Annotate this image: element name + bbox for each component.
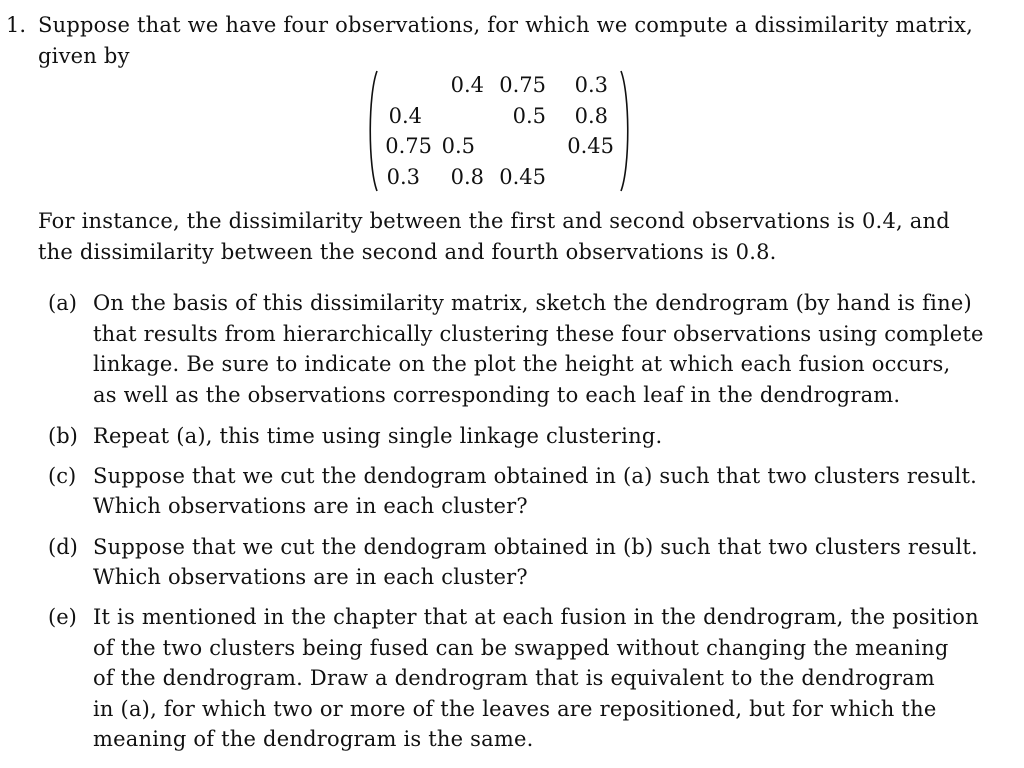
part-e-label: (e) xyxy=(48,605,77,629)
intro-text-1: Suppose that we have four observations, for which we compute a dissimilarity matrix, xyxy=(38,13,974,37)
matrix-cell-r2c3: 0.5 xyxy=(512,104,546,128)
part-e-line-2: of the two clusters being fused can be swapped without changing the meaning xyxy=(93,636,949,660)
matrix-cell-r3c1: 0.75 xyxy=(385,134,432,158)
matrix-left-paren xyxy=(366,70,378,192)
matrix-cell-r4c2: 0.8 xyxy=(450,165,484,189)
dissimilarity-matrix xyxy=(366,70,632,192)
part-b-line-1: Repeat (a), this time using single linkage clustering. xyxy=(93,424,663,448)
part-b-label: (b) xyxy=(48,424,78,448)
intro-line-1 xyxy=(38,10,974,40)
part-e-line-3: of the dendrogram. Draw a dendrogram that is equivalent to the dendrogram xyxy=(93,666,935,690)
matrix-cell-r4c1: 0.3 xyxy=(386,165,420,189)
matrix-cell-r1c4: 0.3 xyxy=(574,73,608,97)
part-d-label: (d) xyxy=(48,535,78,559)
matrix-cell-r1c3: 0.75 xyxy=(499,73,546,97)
matrix-cell-r1c2: 0.4 xyxy=(450,73,484,97)
question-number: 1. xyxy=(6,13,27,37)
part-e-line-5: meaning of the dendrogram is the same. xyxy=(93,727,534,751)
intro-line-2: given by xyxy=(38,44,130,68)
matrix-cell-r3c2: 0.5 xyxy=(441,134,475,158)
part-e-line-4: in (a), for which two or more of the leaves are repositioned, but for which the xyxy=(93,697,937,721)
matrix-cell-r2c4: 0.8 xyxy=(574,104,608,128)
part-a-line-3: linkage. Be sure to indicate on the plot the height at which each fusion occurs, xyxy=(93,352,951,376)
matrix-cell-r4c3: 0.45 xyxy=(499,165,546,189)
part-a-label: (a) xyxy=(48,291,77,315)
part-c-line-1: Suppose that we cut the dendogram obtained in (a) such that two clusters result. xyxy=(93,464,977,488)
matrix-cell-r2c1: 0.4 xyxy=(388,104,422,128)
part-d-line-2: Which observations are in each cluster? xyxy=(93,565,528,589)
part-e-line-1: It is mentioned in the chapter that at each fusion in the dendrogram, the position xyxy=(93,605,979,629)
part-c-line-2: Which observations are in each cluster? xyxy=(93,494,528,518)
part-a-line-4: as well as the observations corresponding to each leaf in the dendrogram. xyxy=(93,383,901,407)
part-d-line-1: Suppose that we cut the dendogram obtained in (b) such that two clusters result. xyxy=(93,535,978,559)
part-a-line-1: On the basis of this dissimilarity matrix, sketch the dendrogram (by hand is fine) xyxy=(93,291,972,315)
matrix-cell-r3c4: 0.45 xyxy=(567,134,614,158)
explanation-line-1: For instance, the dissimilarity between the first and second observations is 0.4, and xyxy=(38,209,950,233)
matrix-right-paren xyxy=(620,70,632,192)
part-c-label: (c) xyxy=(48,464,77,488)
part-a-line-2: that results from hierarchically clustering these four observations using complete xyxy=(93,322,984,346)
explanation-line-2: the dissimilarity between the second and fourth observations is 0.8. xyxy=(38,240,777,264)
